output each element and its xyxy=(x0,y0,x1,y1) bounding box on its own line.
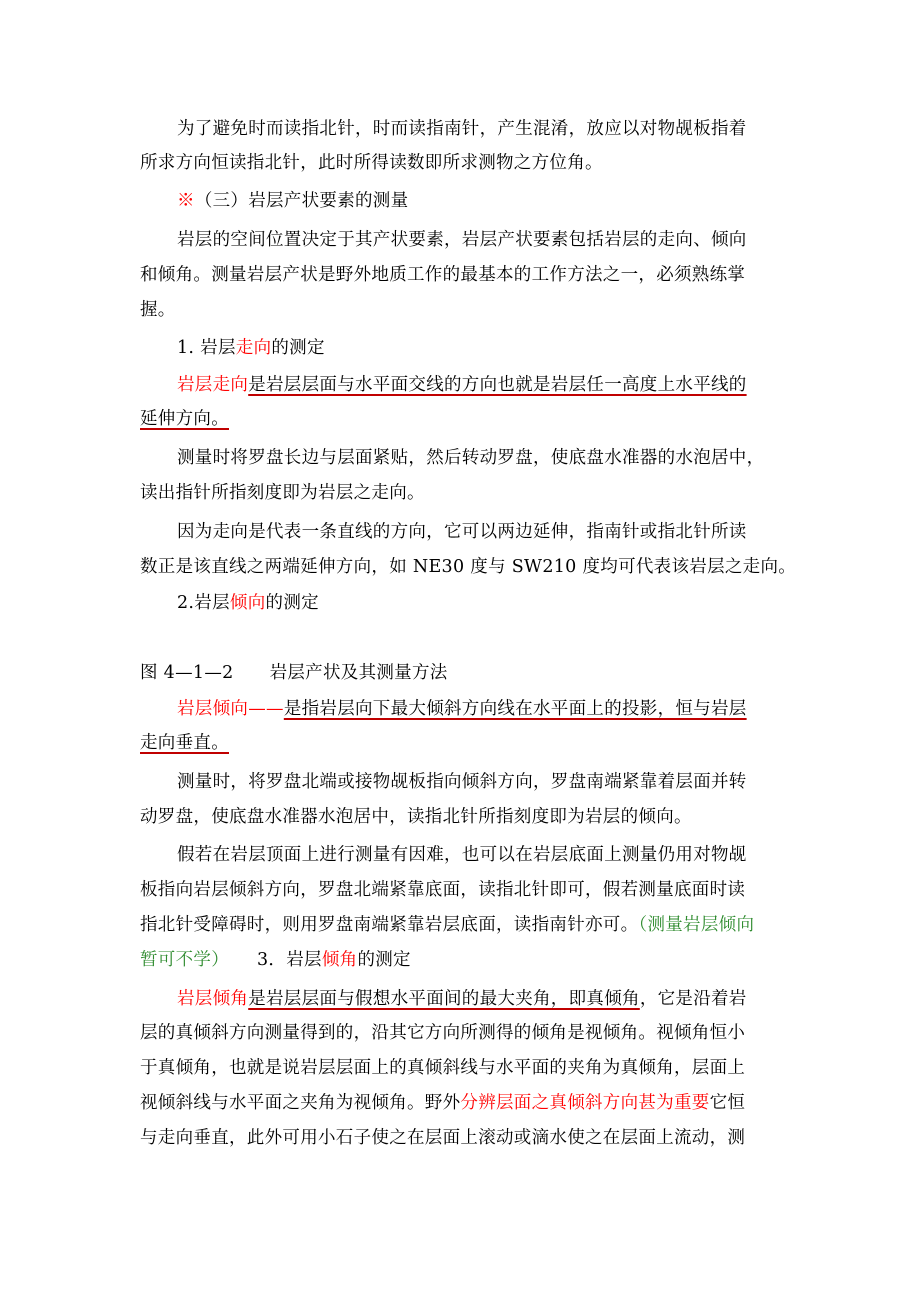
definition-text: 延伸方向。 xyxy=(140,409,229,429)
paragraph-text: 指北针受障碍时，则用罗盘南端紧靠岩层底面，读指南针亦可。 xyxy=(140,915,639,935)
section-title: （三）岩层产状要素的测量 xyxy=(194,191,409,211)
subheading-suffix: 的测定 xyxy=(357,950,411,970)
paragraph-line: 测量时，将罗盘北端或接物觇板指向倾斜方向，罗盘南端紧靠着层面并转 xyxy=(177,772,747,792)
figure-caption-text: 岩层产状及其测量方法 xyxy=(269,663,448,683)
study-note: 暂可不学） xyxy=(140,950,229,970)
definition-line xyxy=(140,404,229,434)
subheading-keyword: 倾向 xyxy=(229,593,266,613)
definition-text: 是岩层层面与水平面交线的方向也就是岩层任一高度上水平线的 xyxy=(248,375,747,395)
paragraph-line: 和倾角。测量岩层产状是野外地质工作的最基本的工作方法之一，必须熟练掌 xyxy=(140,265,746,285)
term-dip-direction: 岩层倾向 xyxy=(177,699,249,719)
definition-dip-direction xyxy=(177,694,747,724)
paragraph-line: 读出指针所指刻度即为岩层之走向。 xyxy=(140,483,425,503)
term-dip-angle: 岩层倾角 xyxy=(177,989,249,1009)
paragraph-line: 测量时将罗盘长边与层面紧贴，然后转动罗盘，使底盘水准器的水泡居中， xyxy=(177,448,765,468)
paragraph-line: 所求方向恒读指北针，此时所得读数即所求测物之方位角。 xyxy=(140,153,603,173)
definition-text: 走向垂直。 xyxy=(140,733,229,753)
paragraph-line: 假若在岩层顶面上进行测量有因难，也可以在岩层底面上测量仍用对物觇 xyxy=(177,845,747,865)
subheading-dip-direction xyxy=(177,588,319,618)
paragraph-line: 与走向垂直，此外可用小石子使之在层面上滚动或滴水使之在层面上流动，测 xyxy=(140,1128,746,1148)
paragraph-line xyxy=(140,910,754,940)
paragraph-line: 为了避免时而读指北针，时而读指南针，产生混淆，放应以对物觇板指着 xyxy=(177,119,747,139)
term-dash: —— xyxy=(248,699,284,719)
paragraph-line xyxy=(140,945,411,975)
paragraph-line xyxy=(140,1088,745,1118)
term-strike: 岩层走向 xyxy=(177,375,249,395)
definition-line xyxy=(140,728,229,758)
section-heading xyxy=(177,186,408,216)
definition-dip-angle xyxy=(177,984,747,1014)
subheading-prefix: 1. 岩层 xyxy=(177,338,236,358)
paragraph-text: ，它是沿着岩 xyxy=(639,989,747,1009)
subheading-prefix: 3．岩层 xyxy=(257,950,322,970)
paragraph-line: 岩层的空间位置决定于其产状要素，岩层产状要素包括岩层的走向、倾向 xyxy=(177,230,747,250)
subheading-prefix: 2.岩层 xyxy=(177,593,230,613)
paragraph-line: 数正是该直线之两端延伸方向，如 NE30 度与 SW210 度均可代表该岩层之走向。 xyxy=(140,557,797,577)
paragraph-line: 层的真倾斜方向测量得到的，沿其它方向所测得的倾角是视倾角。视倾角恒小 xyxy=(140,1023,746,1043)
paragraph-text: 视倾斜线与水平面之夹角为视倾角。野外 xyxy=(140,1093,461,1113)
paragraph-line: 动罗盘，使底盘水准器水泡居中，读指北针所指刻度即为岩层的倾向。 xyxy=(140,807,692,827)
definition-strike xyxy=(177,370,747,400)
important-mark: ※ xyxy=(177,191,195,211)
subheading-keyword: 倾角 xyxy=(321,950,358,970)
figure-caption xyxy=(140,658,448,688)
paragraph-line: 板指向岩层倾斜方向，罗盘北端紧靠底面，读指北针即可，假若测量底面时读 xyxy=(140,880,746,900)
paragraph-line: 于真倾角，也就是说岩层层面上的真倾斜线与水平面的夹角为真倾角，层面上 xyxy=(140,1058,746,1078)
paragraph-text: 它恒 xyxy=(709,1093,746,1113)
figure-number: 图 4—1—2 xyxy=(140,663,234,683)
subheading-strike xyxy=(177,333,325,363)
definition-text: 是指岩层向下最大倾斜方向线在水平面上的投影，恒与岩层 xyxy=(283,699,747,719)
emphasis-text: 分辨层面之真倾斜方向甚为重要 xyxy=(460,1093,710,1113)
study-note: （测量岩层倾向 xyxy=(638,915,755,935)
subheading-suffix: 的测定 xyxy=(265,593,319,613)
subheading-keyword: 走向 xyxy=(235,338,272,358)
paragraph-line: 握。 xyxy=(140,300,176,320)
subheading-suffix: 的测定 xyxy=(271,338,325,358)
paragraph-line: 因为走向是代表一条直线的方向，它可以两边延伸，指南针或指北针所读 xyxy=(177,522,747,542)
definition-text: 是岩层层面与假想水平面间的最大夹角，即真倾角 xyxy=(248,989,640,1009)
